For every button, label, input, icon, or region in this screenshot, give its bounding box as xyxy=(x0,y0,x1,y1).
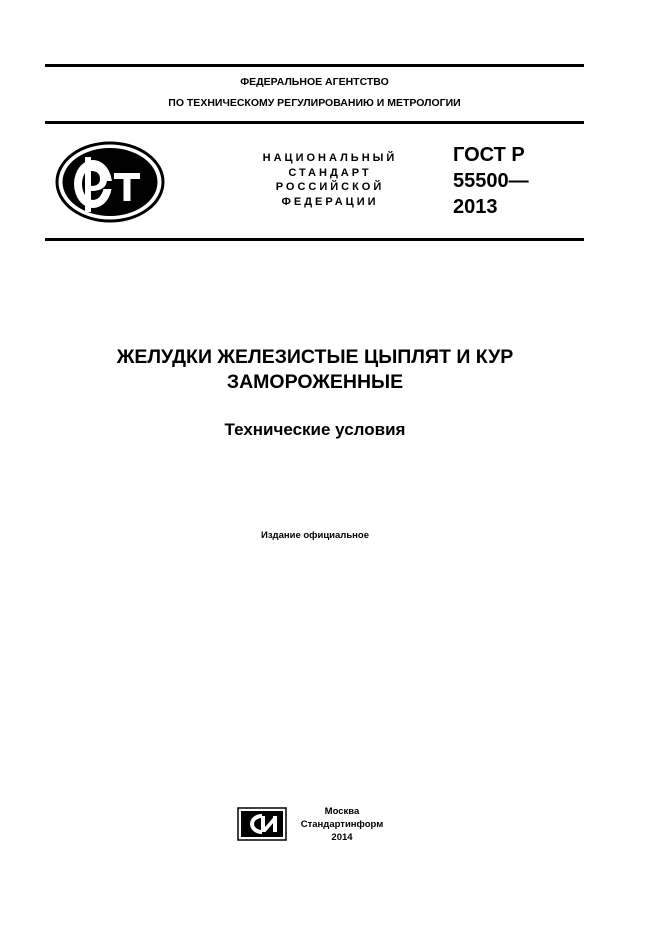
gost-line-2: 55500— xyxy=(453,170,529,192)
title-line-2: ЗАМОРОЖЕННЫЕ xyxy=(226,371,404,393)
national-line-2: СТАНДАРТ xyxy=(288,166,372,179)
publisher-city: Москва xyxy=(324,806,360,817)
publisher-year: 2014 xyxy=(331,832,353,843)
agency-line-1: ФЕДЕРАЛЬНОЕ АГЕНТСТВО xyxy=(240,76,389,88)
document-subtitle: Технические условия xyxy=(224,420,406,439)
national-line-1: НАЦИОНАЛЬНЫЙ xyxy=(262,152,398,164)
rst-certification-mark-icon xyxy=(55,141,165,223)
bottom-rule xyxy=(45,238,584,241)
gost-line-3: 2013 xyxy=(453,196,498,218)
gost-line-1: ГОСТ Р xyxy=(453,144,525,166)
edition-note: Издание официальное xyxy=(261,530,369,541)
document-title xyxy=(60,345,570,395)
header-divider xyxy=(45,121,584,124)
agency-header xyxy=(45,72,584,114)
gost-designation xyxy=(453,142,529,220)
publisher-name: Стандартинформ xyxy=(300,819,384,830)
publisher-info xyxy=(292,805,392,844)
national-line-4: ФЕДЕРАЦИИ xyxy=(281,195,379,208)
agency-line-2: ПО ТЕХНИЧЕСКОМУ РЕГУЛИРОВАНИЮ И МЕТРОЛОГИИ xyxy=(168,97,461,109)
title-line-1: ЖЕЛУДКИ ЖЕЛЕЗИСТЫЕ ЦЫПЛЯТ И КУР xyxy=(116,346,514,368)
standartinform-logo-icon xyxy=(237,807,287,841)
national-line-3: РОССИЙСКОЙ xyxy=(275,181,385,194)
top-rule xyxy=(45,64,584,67)
national-standard-label xyxy=(232,151,428,209)
